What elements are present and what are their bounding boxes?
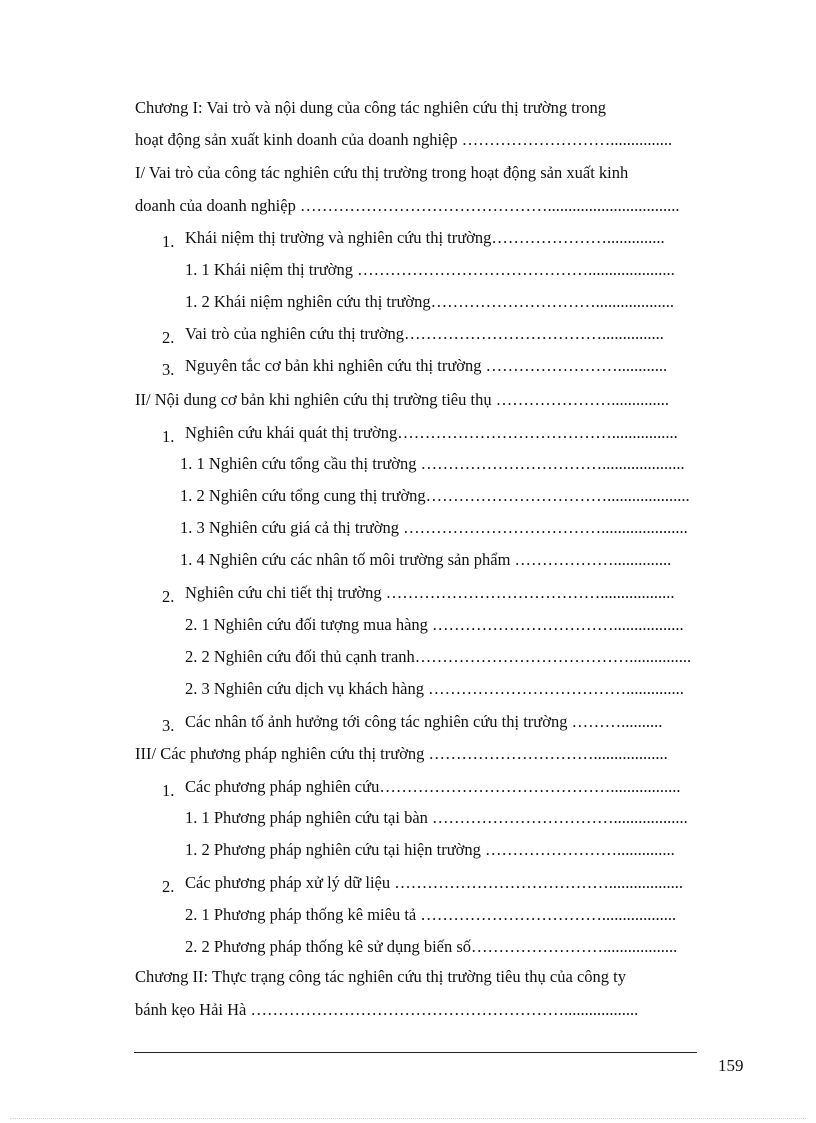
toc-entry-section-1-line-2: doanh của doanh nghiệp ………………………………………................................ bbox=[135, 196, 680, 215]
toc-entry-chapter-1-title-line-2: hoạt động sản xuất kinh doanh của doanh nghiệp ………………………............... bbox=[135, 130, 673, 149]
toc-entry-2-2: 2. 2 Phương pháp thống kê sử dụng biến số…………………….................. bbox=[185, 937, 678, 956]
toc-number: 1. bbox=[162, 427, 175, 446]
toc-number: 1. bbox=[162, 232, 175, 251]
toc-entry-2: Nghiên cứu chi tiết thị trường ………………………………….................. bbox=[185, 583, 675, 602]
toc-entry-2-1: 2. 1 Nghiên cứu đối tượng mua hàng ……………………………................. bbox=[185, 615, 684, 634]
toc-entry-1: Nghiên cứu khái quát thị trường…………………………………................ bbox=[185, 423, 678, 442]
toc-number: 1. bbox=[162, 781, 175, 800]
page-number: 159 bbox=[718, 1056, 744, 1075]
toc-entry-1-3: 1. 3 Nghiên cứu giá cả thị trường ………………………………..................... bbox=[180, 518, 688, 537]
toc-entry-1-2: 1. 2 Nghiên cứu tổng cung thị trường…………………………….................... bbox=[180, 486, 690, 505]
toc-entry-section-2: II/ Nội dung cơ bản khi nghiên cứu thị trường tiêu thụ ………………….............. bbox=[135, 390, 669, 409]
toc-entry-2-3: 2. 3 Nghiên cứu dịch vụ khách hàng ……………………………….............. bbox=[185, 679, 684, 698]
toc-entry-1-1: 1. 1 Nghiên cứu tổng cầu thị trường …………………………….................... bbox=[180, 454, 685, 473]
toc-entry-2: Vai trò của nghiên cứu thị trường………………………………............... bbox=[185, 324, 664, 343]
toc-entry-3: Nguyên tắc cơ bản khi nghiên cứu thị trường ……………………............ bbox=[185, 356, 668, 375]
toc-entry-section-1-line-1: I/ Vai trò của công tác nghiên cứu thị trường trong hoạt động sản xuất kinh bbox=[135, 163, 629, 182]
page-edge-divider bbox=[10, 1118, 806, 1119]
toc-entry-3: Các nhân tố ảnh hưởng tới công tác nghiên cứu thị trường ……….......... bbox=[185, 712, 663, 731]
toc-entry-chapter-2-line-2: bánh kẹo Hải Hà ………………………………………………….................. bbox=[135, 1000, 639, 1019]
toc-entry-1: Khái niệm thị trường và nghiên cứu thị trường………………….............. bbox=[185, 228, 665, 247]
toc-entry-chapter-1-title-line-1: Chương I: Vai trò và nội dung của công tác nghiên cứu thị trường trong bbox=[135, 98, 607, 117]
toc-entry-1-4: 1. 4 Nghiên cứu các nhân tố môi trường sản phẩm ……………….............. bbox=[180, 550, 672, 569]
toc-entry-1: Các phương pháp nghiên cứu……………………………………................. bbox=[185, 777, 681, 796]
toc-entry-1-2: 1. 2 Phương pháp nghiên cứu tại hiện trường …………………….............. bbox=[185, 840, 675, 859]
toc-entry-2: Các phương pháp xử lý dữ liệu ………………………………….................. bbox=[185, 873, 683, 892]
toc-entry-chapter-2-line-1: Chương II: Thực trạng công tác nghiên cứu thị trường tiêu thụ của công ty bbox=[135, 967, 626, 986]
toc-entry-1-1: 1. 1 Khái niệm thị trường ……………………………………..................... bbox=[185, 260, 675, 279]
toc-number: 3. bbox=[162, 360, 175, 379]
toc-entry-1-1: 1. 1 Phương pháp nghiên cứu tại bàn …………………………….................. bbox=[185, 808, 688, 827]
toc-entry-section-3: III/ Các phương pháp nghiên cứu thị trường ………………………….................. bbox=[135, 744, 668, 763]
toc-entry-2-1: 2. 1 Phương pháp thống kê miêu tả …………………………….................. bbox=[185, 905, 677, 924]
toc-entry-1-2: 1. 2 Khái niệm nghiên cứu thị trường…………………………................... bbox=[185, 292, 675, 311]
toc-number: 2. bbox=[162, 877, 175, 896]
footer-rule bbox=[134, 1052, 697, 1053]
toc-number: 2. bbox=[162, 587, 175, 606]
toc-number: 2. bbox=[162, 328, 175, 347]
toc-entry-2-2: 2. 2 Nghiên cứu đối thủ cạnh tranh…………………………………............... bbox=[185, 647, 692, 666]
toc-number: 3. bbox=[162, 716, 175, 735]
